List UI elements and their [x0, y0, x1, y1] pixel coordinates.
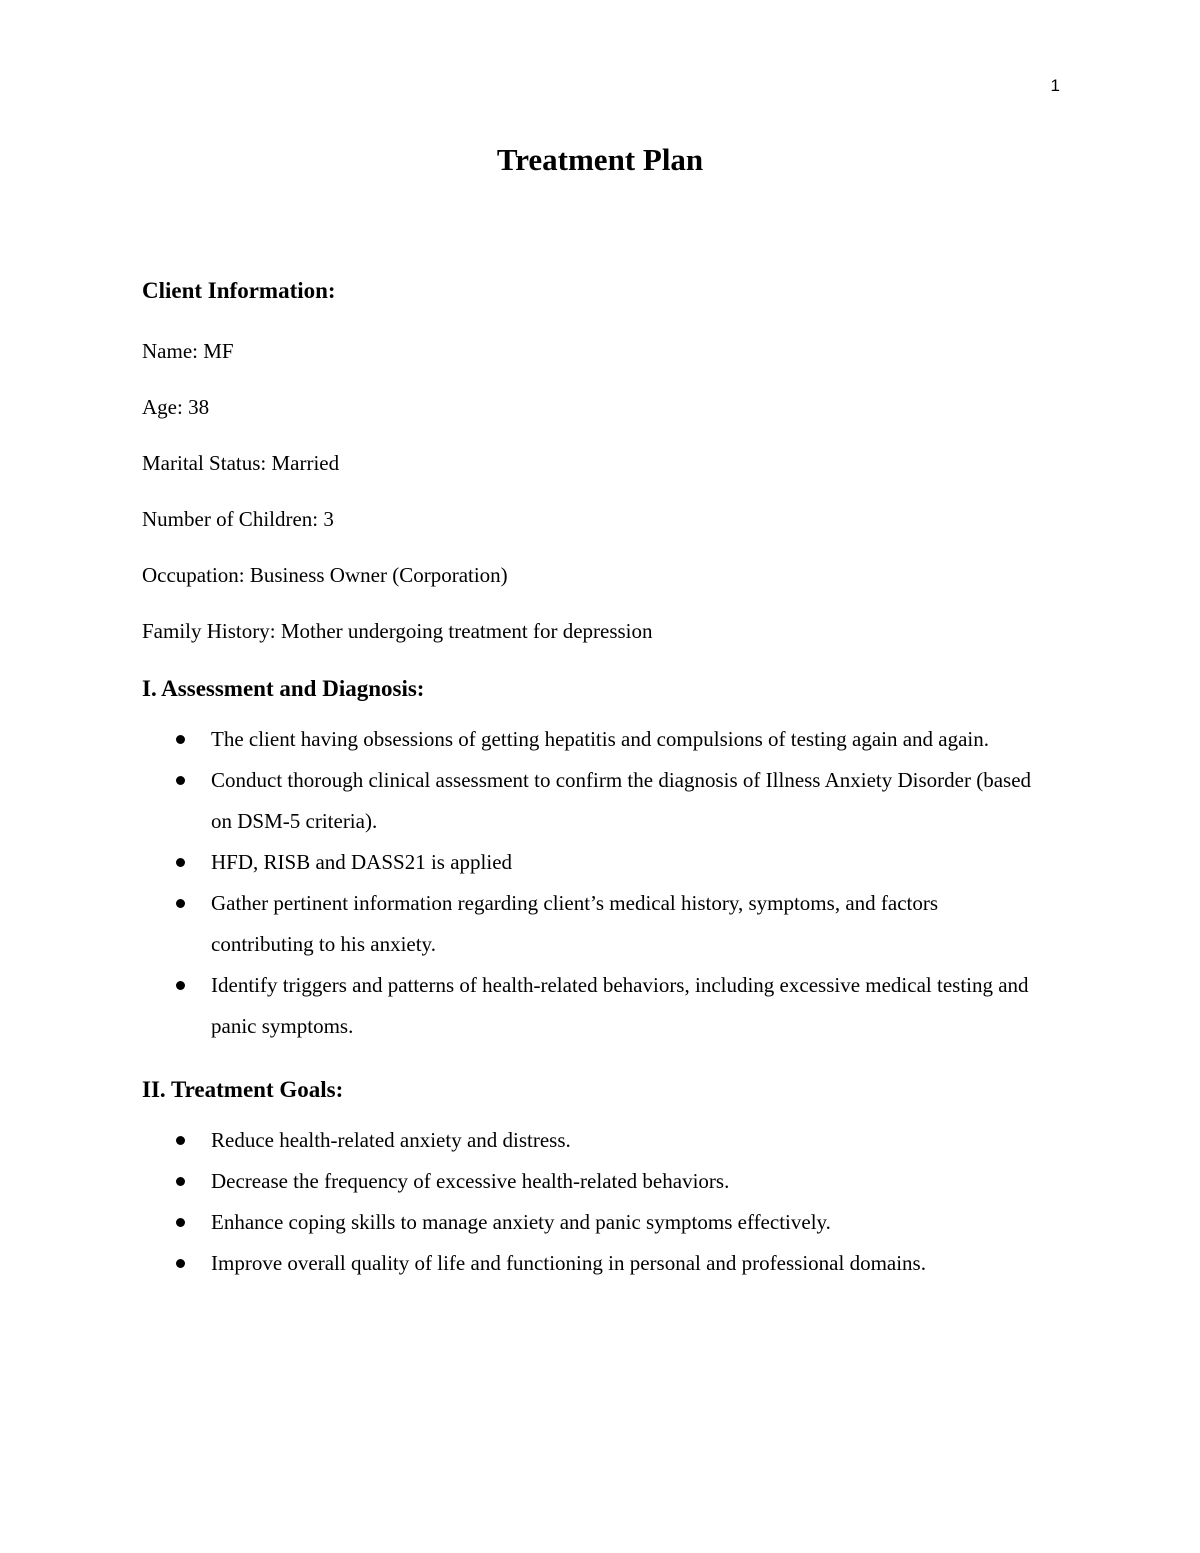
client-age: Age: 38 — [142, 395, 210, 419]
client-occupation: Occupation: Business Owner (Corporation) — [142, 563, 508, 587]
list-item — [142, 965, 1042, 1047]
assessment-heading: I. Assessment and Diagnosis: — [142, 676, 425, 701]
bullet-icon — [176, 776, 185, 785]
client-name: Name: MF — [142, 339, 234, 363]
list-item — [142, 719, 1042, 760]
list-item-text: The client having obsessions of getting hepatitis and compulsions of testing again and again. — [211, 727, 990, 751]
list-item — [142, 1161, 1042, 1202]
client-marital-status: Marital Status: Married — [142, 451, 340, 475]
bullet-icon — [176, 858, 185, 867]
list-item-text: Improve overall quality of life and functioning in personal and professional domains. — [211, 1251, 926, 1275]
list-item — [142, 1243, 1042, 1284]
client-family-history: Family History: Mother undergoing treatment for depression — [142, 619, 653, 643]
list-item — [142, 883, 1042, 965]
list-item — [142, 1120, 1042, 1161]
list-item-text: Enhance coping skills to manage anxiety and panic symptoms effectively. — [211, 1210, 831, 1234]
list-item-text: Gather pertinent information regarding client’s medical history, symptoms, and factors contributing to his anxiety. — [211, 891, 939, 956]
list-item — [142, 1202, 1042, 1243]
bullet-icon — [176, 1177, 185, 1186]
document-body — [142, 276, 1042, 1284]
treatment-goals-list — [142, 1120, 1042, 1284]
client-children: Number of Children: 3 — [142, 507, 334, 531]
document-title: Treatment Plan — [496, 142, 704, 177]
bullet-icon — [176, 735, 185, 744]
bullet-icon — [176, 899, 185, 908]
list-item-text: Decrease the frequency of excessive health-related behaviors. — [211, 1169, 730, 1193]
bullet-icon — [176, 1259, 185, 1268]
bullet-icon — [176, 981, 185, 990]
list-item-text: Conduct thorough clinical assessment to confirm the diagnosis of Illness Anxiety Disorder (based on DSM-5 criteria). — [211, 768, 1032, 833]
treatment-goals-heading: II. Treatment Goals: — [142, 1077, 344, 1102]
bullet-icon — [176, 1218, 185, 1227]
list-item-text: Reduce health-related anxiety and distress. — [211, 1128, 571, 1152]
page-number: 1 — [1050, 76, 1060, 95]
list-item — [142, 760, 1042, 842]
list-item-text: HFD, RISB and DASS21 is applied — [211, 850, 513, 874]
assessment-list — [142, 719, 1042, 1047]
list-item — [142, 842, 1042, 883]
bullet-icon — [176, 1136, 185, 1145]
list-item-text: Identify triggers and patterns of health-related behaviors, including excessive medical testing and panic symptoms. — [211, 973, 1029, 1038]
client-information-heading: Client Information: — [142, 278, 336, 303]
